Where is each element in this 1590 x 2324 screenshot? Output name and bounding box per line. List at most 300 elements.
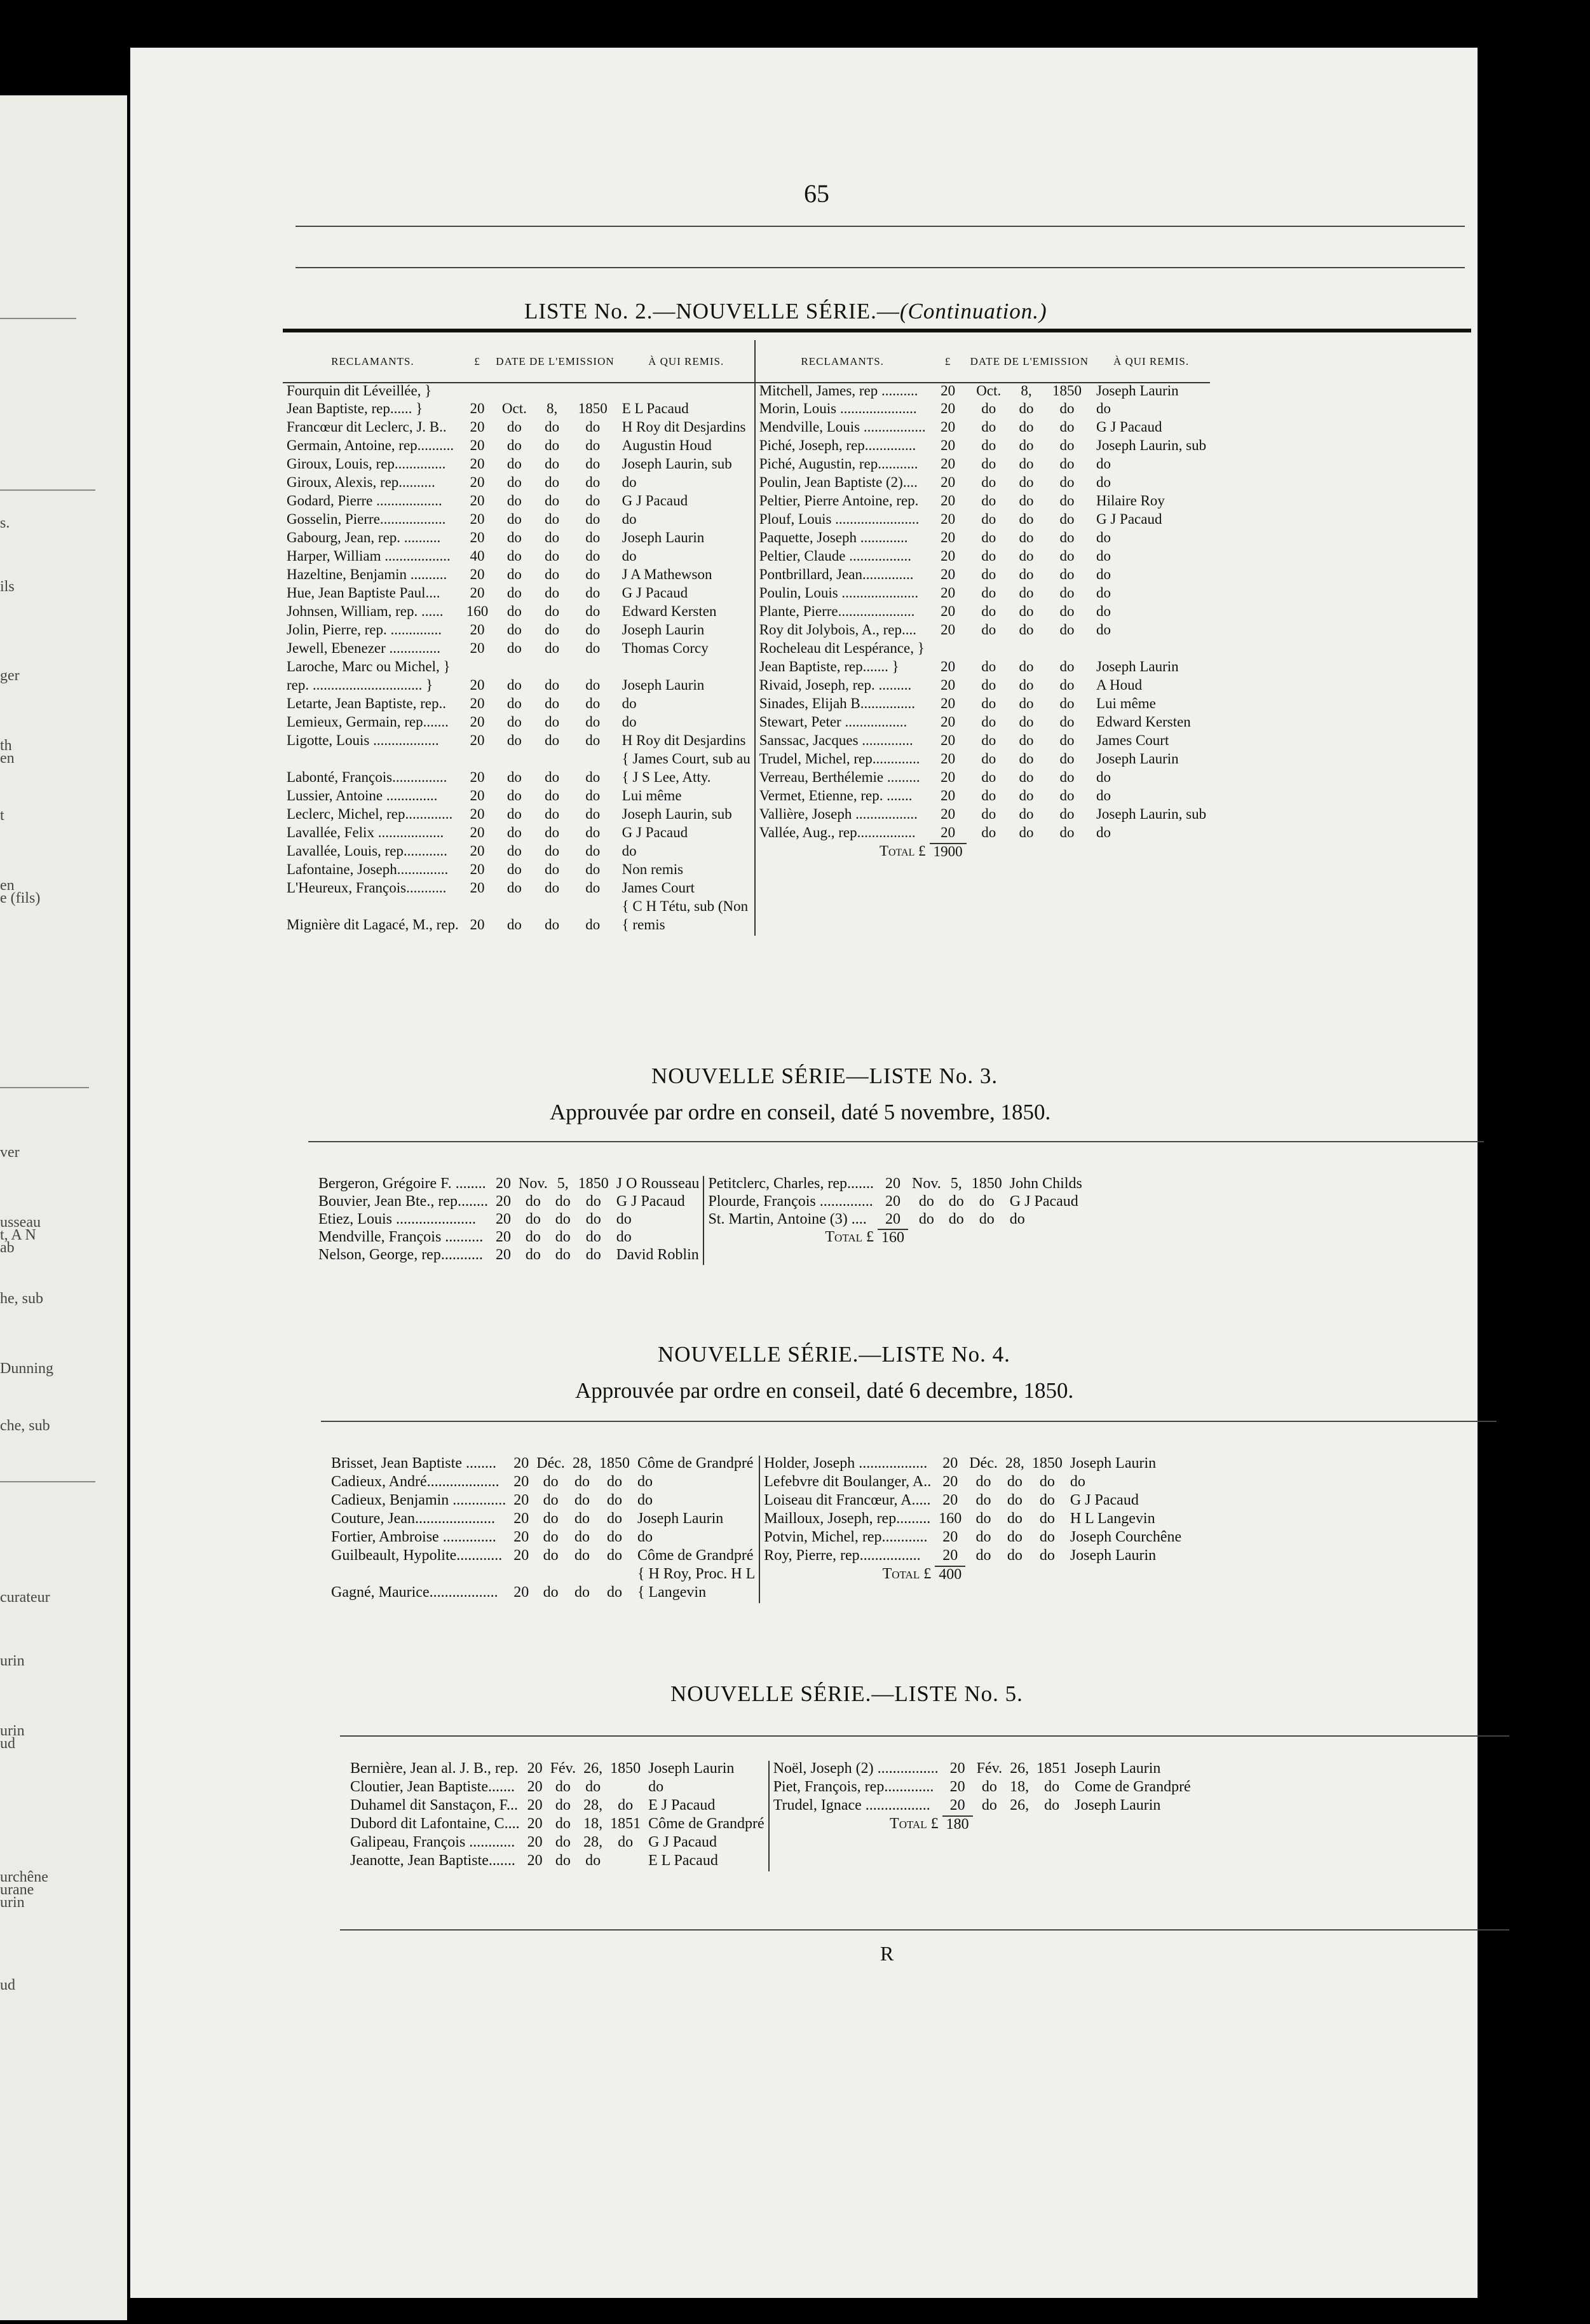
- amount: [463, 659, 493, 678]
- date-day: do: [585, 1852, 601, 1869]
- date-year: do: [585, 714, 601, 730]
- remitted-to: Joseph Laurin, sub: [622, 456, 732, 472]
- date-year: do: [585, 806, 601, 822]
- claimant-name: Plourde, François ..............: [703, 1194, 878, 1212]
- claimant-name: Mendville, Louis .................: [755, 420, 930, 438]
- document-page: [130, 48, 1478, 2298]
- date-month: do: [506, 880, 522, 896]
- claimant-name: Harper, William ..................: [287, 548, 451, 564]
- date-day: do: [1019, 603, 1034, 619]
- date-day: [537, 659, 567, 678]
- date-day: do: [1019, 548, 1034, 564]
- date-month: do: [981, 548, 996, 564]
- left-page-fragment: en: [0, 877, 15, 894]
- claimant-name: [327, 1566, 510, 1585]
- date-year: 1851: [610, 1815, 641, 1832]
- left-page-fragment: usseau: [0, 1214, 41, 1231]
- date-month: do: [981, 659, 996, 674]
- date-year: do: [1059, 419, 1075, 435]
- table-row: [283, 530, 1210, 549]
- date-month: do: [555, 1852, 571, 1869]
- remitted-to: A Houd: [1096, 677, 1143, 693]
- table-row: [346, 1816, 1195, 1835]
- date-day: do: [1019, 474, 1034, 490]
- empty-cell: [1092, 917, 1210, 936]
- remitted-to: James Court: [622, 880, 695, 896]
- empty-cell: [967, 899, 1011, 917]
- empty-cell: [1011, 844, 1042, 862]
- table-row: [283, 714, 1210, 733]
- header-date: DATE DE L'EMISSION: [492, 340, 618, 383]
- claimant-name: Godard, Pierre ..................: [287, 493, 442, 509]
- date-day: do: [1007, 1510, 1023, 1527]
- date-month: do: [543, 1510, 559, 1527]
- empty-cell: [967, 917, 1011, 936]
- date-month: do: [981, 622, 996, 638]
- remitted-to: Augustin Houd: [622, 437, 712, 453]
- date-month: Déc.: [536, 1455, 565, 1472]
- amount: 20: [513, 1510, 529, 1527]
- remitted-to: E J Pacaud: [648, 1797, 716, 1814]
- amount: 20: [949, 1797, 965, 1814]
- amount: 20: [513, 1455, 529, 1472]
- claimant-name: Gabourg, Jean, rep. ..........: [287, 530, 441, 545]
- date-year: do: [585, 493, 601, 509]
- date-year: do: [585, 548, 601, 564]
- amount: [463, 899, 493, 917]
- date-month: Déc.: [969, 1455, 998, 1472]
- total-value: 180: [942, 1816, 973, 1835]
- date-year: do: [1059, 824, 1075, 840]
- date-day: do: [545, 788, 560, 803]
- remitted-to: Joseph Laurin: [622, 622, 705, 638]
- date-day: do: [1019, 530, 1034, 545]
- empty-cell: [1066, 1566, 1185, 1585]
- claimant-name: Noël, Joseph (2) ................: [769, 1761, 942, 1779]
- list4-title: NOUVELLE SÉRIE.—LISTE No. 4.: [658, 1342, 1010, 1367]
- remitted-to: Côme de Grandpré: [648, 1815, 764, 1832]
- empty-cell: [1011, 917, 1042, 936]
- date-year: [1042, 641, 1092, 659]
- table-row: [283, 770, 1210, 788]
- divider: [308, 1141, 1484, 1142]
- date-year: do: [1059, 548, 1075, 564]
- remitted-to: Joseph Laurin, sub: [622, 806, 732, 822]
- date-day: do: [545, 585, 560, 601]
- date-day: do: [574, 1492, 590, 1508]
- empty-cell: [930, 899, 967, 917]
- date-month: do: [555, 1815, 571, 1832]
- amount: 20: [513, 1529, 529, 1545]
- claimant-name: Leclerc, Michel, rep.............: [287, 806, 453, 822]
- amount: 20: [495, 1175, 511, 1192]
- amount: 20: [941, 622, 956, 638]
- date-month: do: [506, 640, 522, 656]
- remitted-to: G J Pacaud: [622, 824, 688, 840]
- date-month: do: [506, 474, 522, 490]
- remitted-to: [618, 383, 755, 401]
- date-month: do: [981, 511, 996, 527]
- date-year: 1850: [578, 1175, 609, 1192]
- claimant-name: L'Heureux, François...........: [287, 880, 447, 896]
- remitted-to: G J Pacaud: [622, 585, 688, 601]
- date-year: do: [606, 1510, 622, 1527]
- empty-cell: [1011, 862, 1042, 880]
- amount: [463, 383, 493, 401]
- date-month: do: [975, 1492, 991, 1508]
- date-day: do: [545, 714, 560, 730]
- amount: 20: [513, 1547, 529, 1564]
- claimant-name: Piché, Joseph, rep..............: [755, 438, 930, 456]
- left-page-fragment: urin: [0, 1723, 25, 1739]
- table-row: [283, 493, 1210, 512]
- date-year: do: [1059, 751, 1075, 767]
- amount: 20: [941, 659, 956, 674]
- empty-cell: [769, 1853, 942, 1871]
- date-day: do: [555, 1247, 571, 1263]
- date-year: do: [1059, 400, 1075, 416]
- date-day: 8,: [1021, 383, 1032, 399]
- date-month: do: [506, 419, 522, 435]
- date-day: do: [545, 806, 560, 822]
- date-month: do: [981, 788, 996, 803]
- list4-table: [327, 1456, 1185, 1603]
- date-year: do: [1059, 677, 1075, 693]
- amount: 20: [941, 456, 956, 472]
- claimant-name: Ligotte, Louis ..................: [287, 732, 439, 748]
- empty-cell: [967, 880, 1011, 899]
- date-day: do: [1019, 677, 1034, 693]
- empty-cell: [930, 880, 967, 899]
- remitted-to: J A Mathewson: [622, 566, 712, 582]
- empty-cell: [1066, 1585, 1185, 1603]
- remitted-to: { H Roy, Proc. H L: [637, 1566, 756, 1582]
- date-day: 26,: [583, 1760, 603, 1777]
- date-day: do: [545, 493, 560, 509]
- left-page-fragment: th: [0, 737, 12, 754]
- date-year: do: [979, 1193, 995, 1210]
- date-year: do: [1059, 806, 1075, 822]
- date-month: do: [555, 1779, 571, 1795]
- list3-title: NOUVELLE SÉRIE—LISTE No. 3.: [651, 1063, 998, 1088]
- date-year: do: [585, 732, 601, 748]
- left-page-fragment: ils: [0, 578, 15, 595]
- amount: [510, 1566, 533, 1585]
- claimant-name: Trudel, Michel, rep.............: [755, 751, 930, 770]
- amount: 20: [470, 566, 485, 582]
- date-day: do: [555, 1193, 571, 1210]
- date-month: do: [525, 1211, 541, 1227]
- amount: 20: [941, 603, 956, 619]
- date-year: do: [585, 622, 601, 638]
- amount: 20: [470, 622, 485, 638]
- empty-cell: [1006, 1229, 1086, 1247]
- date-year: do: [585, 437, 601, 453]
- table-row: [283, 549, 1210, 567]
- left-page-fragment: ud: [0, 1977, 15, 1993]
- amount: 20: [527, 1834, 543, 1850]
- empty-cell: [973, 1853, 1006, 1871]
- amount: 20: [941, 566, 956, 582]
- empty-cell: [973, 1816, 1006, 1835]
- remitted-to: do: [1096, 603, 1111, 619]
- table-row: [327, 1493, 1185, 1511]
- remitted-to: do: [622, 474, 637, 490]
- claimant-name: Johnsen, William, rep. ......: [287, 603, 444, 619]
- table-row: [346, 1779, 1195, 1798]
- claimant-name: Fortier, Ambroise ..............: [331, 1529, 496, 1545]
- remitted-to: do: [1096, 566, 1111, 582]
- total-label: Total £: [703, 1229, 878, 1247]
- claimant-name: Trudel, Ignace .................: [769, 1798, 942, 1816]
- claimant-name: Hue, Jean Baptiste Paul....: [287, 585, 440, 601]
- remitted-to: Côme de Grandpré: [637, 1455, 754, 1472]
- remitted-to: G J Pacaud: [648, 1834, 717, 1850]
- remitted-to: Joseph Laurin: [1075, 1760, 1161, 1777]
- claimant-name: Nelson, George, rep...........: [318, 1247, 483, 1263]
- amount: 20: [885, 1175, 901, 1192]
- date-month: do: [543, 1492, 559, 1508]
- date-month: do: [975, 1473, 991, 1490]
- date-month: do: [981, 437, 996, 453]
- claimant-name: Mignière dit Lagacé, M., rep.: [287, 917, 459, 933]
- empty-cell: [908, 1247, 945, 1265]
- claimant-name: Rocheleau dit Lespérance, }: [755, 641, 930, 659]
- date-day: do: [1019, 419, 1034, 435]
- claimant-name: Vermet, Etienne, rep. .......: [755, 788, 930, 807]
- list3-table: [315, 1176, 1086, 1265]
- left-page-fragment: en: [0, 750, 15, 767]
- date-month: do: [506, 530, 522, 545]
- date-day: do: [545, 437, 560, 453]
- signature-mark: R: [880, 1942, 894, 1965]
- empty-cell: [968, 1229, 1006, 1247]
- claimant-name: Petitclerc, Charles, rep.......: [703, 1176, 878, 1194]
- amount: 20: [942, 1492, 958, 1508]
- date-day: do: [1019, 824, 1034, 840]
- date-month: do: [981, 824, 996, 840]
- empty-cell: [942, 1853, 973, 1871]
- date-year: do: [606, 1529, 622, 1545]
- claimant-name: Roy, Pierre, rep................: [759, 1548, 935, 1566]
- claimant-name: Piché, Augustin, rep...........: [755, 456, 930, 475]
- date-day: do: [545, 456, 560, 472]
- date-day: do: [545, 622, 560, 638]
- date-day: do: [948, 1211, 964, 1227]
- remitted-to: Joseph Laurin: [622, 530, 705, 545]
- amount: 20: [470, 400, 485, 416]
- table-row: [283, 678, 1210, 696]
- table-row: [283, 696, 1210, 714]
- date-year: do: [1039, 1492, 1055, 1508]
- date-year: do: [979, 1211, 995, 1227]
- date-year: do: [585, 824, 601, 840]
- date-day: do: [545, 474, 560, 490]
- adjacent-page-margin: [0, 95, 127, 2320]
- amount: 20: [941, 474, 956, 490]
- claimant-name: Peltier, Claude .................: [755, 549, 930, 567]
- date-day: do: [1007, 1529, 1023, 1545]
- date-day: do: [1019, 493, 1034, 509]
- empty-cell: [967, 862, 1011, 880]
- empty-cell: [965, 1566, 1002, 1585]
- list5-table: [346, 1761, 1195, 1871]
- date-day: do: [545, 566, 560, 582]
- remitted-to: Joseph Laurin, sub: [1096, 437, 1207, 453]
- date-month: do: [981, 400, 996, 416]
- amount: 160: [939, 1510, 962, 1527]
- empty-cell: [1092, 862, 1210, 880]
- claimant-name: Jewell, Ebenezer ..............: [287, 640, 441, 656]
- remitted-to: do: [637, 1473, 653, 1490]
- date-day: do: [1019, 751, 1034, 767]
- empty-cell: [1042, 917, 1092, 936]
- date-year: do: [585, 1229, 601, 1245]
- claimant-name: Sanssac, Jacques ..............: [755, 733, 930, 751]
- empty-cell: [1042, 862, 1092, 880]
- remitted-to: Joseph Laurin: [1070, 1455, 1157, 1472]
- date-month: [492, 899, 536, 917]
- date-month: do: [506, 493, 522, 509]
- claimant-name: Cadieux, André...................: [331, 1473, 499, 1490]
- date-day: do: [1019, 695, 1034, 711]
- date-day: do: [574, 1529, 590, 1545]
- amount: 20: [513, 1492, 529, 1508]
- claimant-name: Fourquin dit Léveillée, }: [287, 383, 432, 399]
- date-year: do: [1059, 511, 1075, 527]
- date-month: do: [506, 917, 522, 933]
- remitted-to: Joseph Laurin: [1070, 1547, 1157, 1564]
- date-year: [567, 383, 618, 401]
- left-page-fragment: he, sub: [0, 1290, 43, 1307]
- divider: [283, 329, 1471, 332]
- claimant-name: Loiseau dit Francœur, A.....: [759, 1493, 935, 1511]
- left-page-rule: [0, 489, 95, 491]
- date-year: do: [1059, 659, 1075, 674]
- empty-cell: [1011, 880, 1042, 899]
- date-month: do: [525, 1193, 541, 1210]
- remitted-to: G J Pacaud: [1096, 419, 1162, 435]
- date-month: Oct.: [976, 383, 1002, 399]
- date-year: do: [1039, 1529, 1055, 1545]
- amount: 20: [470, 806, 485, 822]
- amount: 20: [470, 474, 485, 490]
- remitted-to: Lui même: [622, 788, 682, 803]
- claimant-name: [283, 899, 463, 917]
- amount: [463, 751, 493, 770]
- amount: 20: [942, 1547, 958, 1564]
- table-row: [283, 844, 1210, 862]
- date-day: do: [555, 1229, 571, 1245]
- empty-cell: [965, 1585, 1002, 1603]
- table-row: [283, 420, 1210, 438]
- remitted-to: do: [1070, 1473, 1085, 1490]
- claimant-name: Sinades, Elijah B...............: [755, 696, 930, 714]
- total-value: 1900: [930, 844, 967, 862]
- remitted-to: G J Pacaud: [622, 493, 688, 509]
- remitted-to: do: [1096, 769, 1111, 785]
- remitted-to: Joseph Laurin: [1075, 1797, 1161, 1814]
- divider: [321, 1421, 1497, 1422]
- remitted-to: David Roblin: [616, 1247, 699, 1263]
- date-year: do: [1059, 493, 1075, 509]
- table-row: [283, 585, 1210, 604]
- date-month: Fév.: [976, 1760, 1003, 1777]
- date-year: do: [585, 677, 601, 693]
- amount: 20: [527, 1779, 543, 1795]
- date-year: do: [585, 474, 601, 490]
- amount: [930, 641, 967, 659]
- remitted-to: G J Pacaud: [1070, 1492, 1139, 1508]
- date-day: do: [555, 1211, 571, 1227]
- claimant-name: Cadieux, Benjamin ..............: [331, 1492, 506, 1508]
- date-month: do: [506, 437, 522, 453]
- amount: 20: [470, 880, 485, 896]
- claimant-name: Verreau, Berthélemie .........: [755, 770, 930, 788]
- table-row: [283, 475, 1210, 493]
- date-day: 28,: [1005, 1455, 1024, 1472]
- empty-cell: [755, 917, 930, 936]
- table-row: [283, 512, 1210, 530]
- claimant-name: Poulin, Louis .....................: [755, 585, 930, 604]
- date-year: do: [585, 695, 601, 711]
- date-year: do: [1059, 566, 1075, 582]
- claimant-name: Piet, François, rep.............: [769, 1779, 942, 1798]
- claimant-name: Holder, Joseph ..................: [759, 1456, 935, 1474]
- date-year: do: [1059, 732, 1075, 748]
- table-row: [283, 456, 1210, 475]
- claimant-name: Pontbrillard, Jean..............: [755, 567, 930, 585]
- date-day: do: [1019, 769, 1034, 785]
- date-day: do: [1019, 732, 1034, 748]
- date-month: do: [506, 622, 522, 638]
- claimant-name: Mailloux, Joseph, rep.........: [759, 1511, 935, 1529]
- claimant-name: Labonté, François...............: [287, 769, 447, 785]
- date-day: [537, 383, 567, 401]
- amount: 20: [941, 751, 956, 767]
- amount: 20: [885, 1193, 901, 1210]
- date-year: do: [585, 530, 601, 545]
- date-year: 1851: [1036, 1760, 1068, 1777]
- remitted-to: do: [616, 1229, 632, 1245]
- claimant-name: Poulin, Jean Baptiste (2)....: [755, 475, 930, 493]
- date-month: do: [506, 511, 522, 527]
- date-day: [1011, 641, 1042, 659]
- amount: 20: [470, 511, 485, 527]
- date-month: Fév.: [550, 1760, 576, 1777]
- date-month: do: [506, 456, 522, 472]
- remitted-to: do: [648, 1779, 664, 1795]
- amount: 20: [941, 806, 956, 822]
- empty-cell: [1011, 899, 1042, 917]
- remitted-to: do: [1096, 824, 1111, 840]
- remitted-to: Joseph Laurin: [637, 1510, 724, 1527]
- left-page-rule: [0, 1087, 89, 1088]
- date-month: do: [918, 1211, 934, 1227]
- date-month: do: [981, 695, 996, 711]
- table-row: [327, 1548, 1185, 1566]
- amount: 20: [941, 400, 956, 416]
- date-day: do: [1019, 400, 1034, 416]
- amount: 20: [495, 1211, 511, 1227]
- claimant-name: Jolin, Pierre, rep. ..............: [287, 622, 442, 638]
- date-day: do: [574, 1547, 590, 1564]
- header-reclamants: RECLAMANTS.: [283, 340, 463, 383]
- date-day: 18,: [583, 1815, 603, 1832]
- date-year: do: [585, 1193, 601, 1210]
- date-year: do: [585, 585, 601, 601]
- remitted-to: John Childs: [1009, 1175, 1082, 1192]
